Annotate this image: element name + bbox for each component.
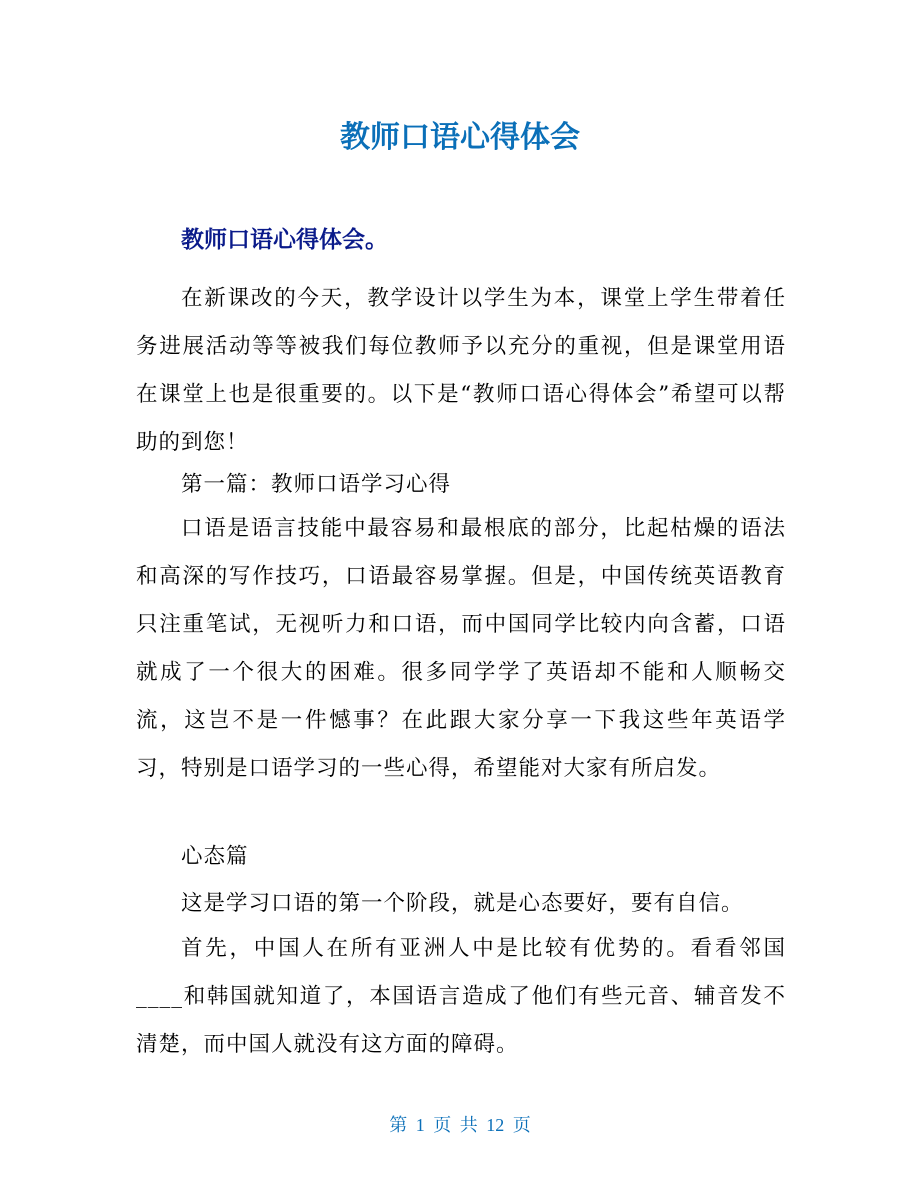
page-number-footer: 第 1 页 共 12 页 (389, 1115, 531, 1135)
page-title: 教师口语心得体会 (340, 120, 580, 155)
intro-paragraph: 在新课改的今天，教学设计以学生为本，课堂上学生带着任务进展活动等等被我们每位教师予以充分的重视，但是课堂用语在课堂上也是很重要的。以下是“教师口语心得体会”希望可以帮助的到您！ (136, 286, 786, 455)
section-heading: 教师口语心得体会。 (181, 227, 388, 253)
chapter-heading: 第一篇：教师口语学习心得 (181, 472, 452, 497)
body-paragraph: 口语是语言技能中最容易和最根底的部分，比起枯燥的语法和高深的写作技巧，口语最容易掌握。但是，中国传统英语教育只注重笔试，无视听力和口语，而中国同学比较内向含蓄，口语就成了一个很大的困难。很多同学学了英语却不能和人顺畅交流，这岂不是一件憾事？在此跟大家分享一下我这些年英语学习，特别是口语学习的一些心得，希望能对大家有所启发。 (136, 516, 786, 781)
body-paragraph: 这是学习口语的第一个阶段，就是心态要好，要有自信。 (181, 891, 744, 916)
body-paragraph: 首先，中国人在所有亚洲人中是比较有优势的。看看邻国____和韩国就知道了，本国语言造成了他们有些元音、辅音发不清楚，而中国人就没有这方面的障碍。 (136, 936, 786, 1057)
section-label: 心态篇 (181, 844, 249, 869)
